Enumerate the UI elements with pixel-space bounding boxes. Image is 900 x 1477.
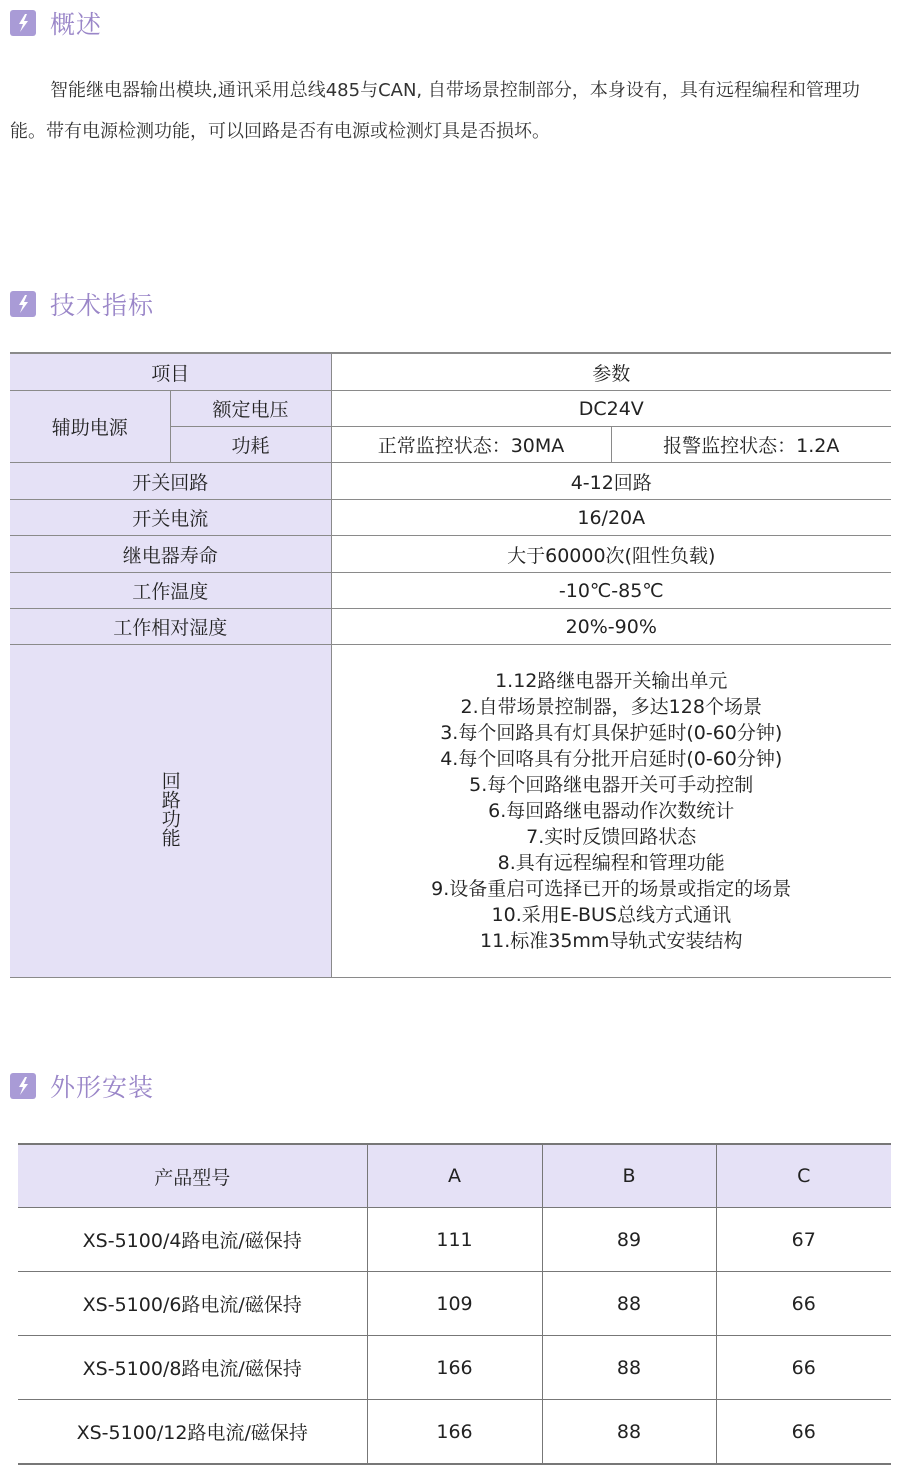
list-item: 7.实时反馈回路状态 [526, 826, 697, 848]
section-header-install [10, 1071, 154, 1101]
voltage-label: 额定电压 [170, 391, 331, 427]
b-cell: 88 [542, 1272, 716, 1336]
row-value: 16/20A [331, 500, 891, 536]
row-label: 开关电流 [10, 500, 331, 536]
list-item: 11.标准35mm导轨式安装结构 [480, 930, 743, 952]
b-cell: 88 [542, 1336, 716, 1400]
table-row [10, 463, 891, 500]
row-label: 工作温度 [10, 573, 331, 609]
b-cell: 88 [542, 1400, 716, 1465]
table-row [10, 536, 891, 573]
list-item: 4.每个回咯具有分批开启延时(0-60分钟) [440, 748, 783, 770]
aux-power-label: 辅助电源 [10, 391, 170, 463]
dimensions-table [18, 1143, 891, 1465]
table-row [18, 1336, 891, 1400]
row-value: -10℃-85℃ [331, 573, 891, 609]
section-title: 概述 [50, 10, 103, 39]
list-item: 6.每回路继电器动作次数统计 [488, 800, 735, 822]
functions-label: 回路功能 [158, 770, 181, 847]
a-cell: 109 [367, 1272, 542, 1336]
header-model: 产品型号 [18, 1144, 367, 1208]
functions-list [331, 645, 891, 978]
c-cell: 66 [716, 1272, 891, 1336]
power-label: 功耗 [170, 427, 331, 463]
row-label: 工作相对湿度 [10, 609, 331, 645]
header-param: 参数 [331, 353, 891, 391]
header-a: A [367, 1144, 542, 1208]
section-header-overview [10, 8, 102, 38]
section-title: 技术指标 [50, 291, 155, 320]
table-header-row [10, 353, 891, 391]
a-cell: 166 [367, 1400, 542, 1465]
power-alarm: 报警监控状态：1.2A [611, 427, 891, 463]
row-value: 20%-90% [331, 609, 891, 645]
power-normal: 正常监控状态：30MA [331, 427, 611, 463]
table-row [10, 609, 891, 645]
list-item: 10.采用E-BUS总线方式通讯 [491, 904, 731, 926]
table-row [18, 1272, 891, 1336]
list-item: 2.自带场景控制器，多达128个场景 [460, 696, 762, 718]
a-cell: 166 [367, 1336, 542, 1400]
functions-label-cell [10, 645, 331, 978]
table-row [10, 391, 891, 427]
model-cell: XS-5100/4路电流/磁保持 [18, 1208, 367, 1272]
model-cell: XS-5100/8路电流/磁保持 [18, 1336, 367, 1400]
table-row [10, 500, 891, 536]
section-title: 外形安装 [50, 1073, 155, 1102]
list-item: 3.每个回路具有灯具保护延时(0-60分钟) [440, 722, 783, 744]
list-item: 5.每个回路继电器开关可手动控制 [469, 774, 754, 796]
table-row [18, 1400, 891, 1465]
header-item: 项目 [10, 353, 331, 391]
c-cell: 66 [716, 1336, 891, 1400]
model-cell: XS-5100/12路电流/磁保持 [18, 1400, 367, 1465]
list-item: 8.具有远程编程和管理功能 [497, 852, 725, 874]
row-label: 开关回路 [10, 463, 331, 500]
c-cell: 67 [716, 1208, 891, 1272]
list-item: 9.设备重启可选择已开的场景或指定的场景 [431, 878, 792, 900]
row-value: 4-12回路 [331, 463, 891, 500]
edit-pencil-icon [10, 10, 36, 36]
table-row-functions [10, 645, 891, 978]
table-row [10, 573, 891, 609]
header-b: B [542, 1144, 716, 1208]
edit-pencil-icon [10, 1073, 36, 1099]
table-header-row [18, 1144, 891, 1208]
spec-table [10, 352, 891, 978]
list-item: 1.12路继电器开关输出单元 [495, 670, 728, 692]
c-cell: 66 [716, 1400, 891, 1465]
table-row [18, 1208, 891, 1272]
a-cell: 111 [367, 1208, 542, 1272]
header-c: C [716, 1144, 891, 1208]
section-header-spec [10, 289, 154, 319]
overview-text: 智能继电器输出模块,通讯采用总线485与CAN, 自带场景控制部分，本身设有，具有远程编程和管理功能。带有电源检测功能，可以回路是否有电源或检测灯具是否损坏。 [10, 80, 860, 142]
row-value: 大于60000次(阻性负载) [331, 536, 891, 573]
voltage-value: DC24V [331, 391, 891, 427]
edit-pencil-icon [10, 291, 36, 317]
row-label: 继电器寿命 [10, 536, 331, 573]
b-cell: 89 [542, 1208, 716, 1272]
model-cell: XS-5100/6路电流/磁保持 [18, 1272, 367, 1336]
